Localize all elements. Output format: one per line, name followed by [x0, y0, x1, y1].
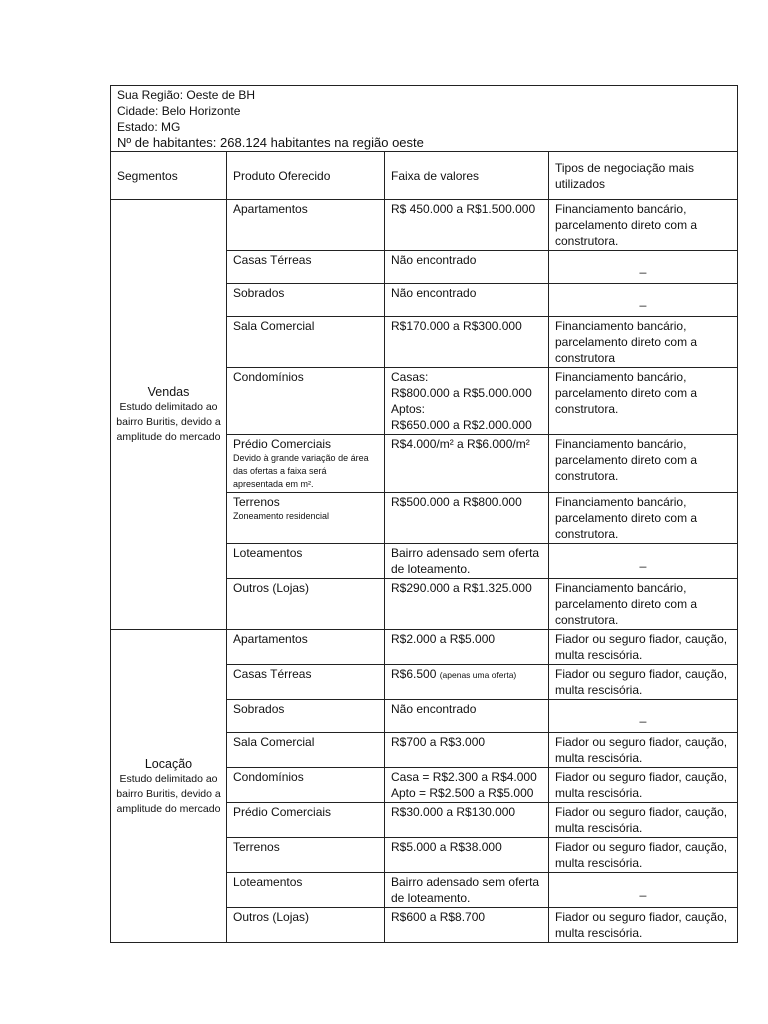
price-range: R$ 450.000 a R$1.500.000 — [391, 202, 536, 216]
price-line: R$650.000 a R$2.000.000 — [391, 418, 532, 432]
sales-segment-title: Vendas — [147, 385, 190, 399]
product-name: Terrenos — [233, 495, 280, 509]
negotiation-cell: Financiamento bancário, parcelamento direto com a construtora. — [549, 579, 738, 630]
population-count: Nº de habitantes: 268.124 habitantes na região oeste — [117, 135, 424, 150]
product-name: Condomínios — [233, 770, 304, 784]
state-name: Estado: MG — [117, 120, 181, 134]
negotiation-cell: Fiador ou seguro fiador, caução, multa rescisória. — [549, 908, 738, 943]
product-note: Devido à grande variação de área das ofertas a faixa será apresentada em m². — [233, 453, 369, 489]
negotiation-cell: Financiamento bancário, parcelamento direto com a construtora. — [549, 435, 738, 493]
negotiation-cell: _ — [549, 284, 738, 317]
rental-row — [111, 630, 738, 665]
product-cell — [227, 200, 385, 251]
header-row — [111, 152, 738, 200]
product-cell — [227, 630, 385, 665]
product-cell — [227, 700, 385, 733]
price-range: R$700 a R$3.000 — [391, 735, 486, 749]
price-range: R$500.000 a R$800.000 — [391, 495, 522, 509]
product-name: Outros (Lojas) — [233, 910, 310, 924]
product-cell — [227, 768, 385, 803]
negotiation-cell: _ — [549, 873, 738, 908]
price-cell — [385, 251, 549, 284]
product-cell — [227, 908, 385, 943]
product-cell — [227, 733, 385, 768]
negotiation-cell: Fiador ou seguro fiador, caução, multa rescisória. — [549, 838, 738, 873]
price-cell — [385, 544, 549, 579]
price-cell — [385, 838, 549, 873]
market-table — [110, 85, 738, 943]
price-range: R$2.000 a R$5.000 — [391, 632, 496, 646]
product-name: Sala Comercial — [233, 319, 315, 333]
product-name: Sobrados — [233, 286, 285, 300]
price-line: Casas: — [391, 370, 429, 384]
product-cell — [227, 435, 385, 493]
price-cell — [385, 665, 549, 700]
negotiation-cell: Financiamento bancário, parcelamento direto com a construtora. — [549, 493, 738, 544]
price-cell — [385, 200, 549, 251]
price-range: R$290.000 a R$1.325.000 — [391, 581, 532, 595]
price-range: Não encontrado — [391, 253, 477, 267]
price-cell — [385, 908, 549, 943]
product-name: Outros (Lojas) — [233, 581, 310, 595]
price-cell — [385, 317, 549, 368]
price-line: Apto = R$2.500 a R$5.000 — [391, 786, 534, 800]
product-cell — [227, 284, 385, 317]
price-cell — [385, 733, 549, 768]
rental-segment-cell — [111, 630, 227, 943]
price-range: R$170.000 a R$300.000 — [391, 319, 522, 333]
product-cell — [227, 251, 385, 284]
city-name: Cidade: Belo Horizonte — [117, 104, 241, 118]
product-cell — [227, 873, 385, 908]
region-name: Sua Região: Oeste de BH — [117, 88, 256, 102]
product-name: Casas Térreas — [233, 253, 312, 267]
price-cell — [385, 435, 549, 493]
product-name: Sala Comercial — [233, 735, 315, 749]
product-cell — [227, 493, 385, 544]
price-range: R$4.000/m² a R$6.000/m² — [391, 437, 530, 451]
negotiation-cell: Fiador ou seguro fiador, caução, multa rescisória. — [549, 768, 738, 803]
negotiation-cell: Financiamento bancário, parcelamento direto com a construtora. — [549, 368, 738, 435]
price-cell — [385, 284, 549, 317]
header-price: Faixa de valores — [385, 152, 549, 200]
product-cell — [227, 579, 385, 630]
product-name: Condomínios — [233, 370, 304, 384]
header-negotiation: Tipos de negociação mais utilizados — [549, 152, 738, 200]
rental-segment-title: Locação — [144, 756, 193, 771]
price-cell — [385, 493, 549, 544]
price-cell — [385, 368, 549, 435]
negotiation-cell: Financiamento bancário, parcelamento direto com a construtora — [549, 317, 738, 368]
product-cell — [227, 544, 385, 579]
negotiation-cell: _ — [549, 251, 738, 284]
price-range: Bairro adensado sem oferta de loteamento. — [391, 546, 540, 576]
negotiation-cell: _ — [549, 700, 738, 733]
price-line: Aptos: — [391, 402, 426, 416]
negotiation-cell: Fiador ou seguro fiador, caução, multa rescisória. — [549, 665, 738, 700]
price-cell — [385, 579, 549, 630]
product-name: Sobrados — [233, 702, 285, 716]
product-cell — [227, 368, 385, 435]
price-cell — [385, 803, 549, 838]
header-segment: Segmentos — [111, 152, 227, 200]
rental-segment-subtitle: Estudo delimitado ao bairro Buritis, devido a amplitude do mercado — [116, 772, 221, 815]
header-product: Produto Oferecido — [227, 152, 385, 200]
price-cell — [385, 700, 549, 733]
negotiation-cell: Fiador ou seguro fiador, caução, multa rescisória. — [549, 733, 738, 768]
region-info-row — [111, 86, 738, 152]
region-info-cell — [111, 86, 738, 152]
price-range: R$30.000 a R$130.000 — [391, 805, 516, 819]
price-range: Não encontrado — [391, 702, 477, 716]
product-name: Prédio Comerciais — [233, 805, 332, 819]
negotiation-cell: Fiador ou seguro fiador, caução, multa rescisória. — [549, 803, 738, 838]
product-note: Zoneamento residencial — [233, 511, 330, 521]
negotiation-cell: Financiamento bancário, parcelamento direto com a construtora. — [549, 200, 738, 251]
product-cell — [227, 317, 385, 368]
price-cell — [385, 768, 549, 803]
product-cell — [227, 838, 385, 873]
product-name: Terrenos — [233, 840, 280, 854]
price-range: R$5.000 a R$38.000 — [391, 840, 502, 854]
sales-segment-cell — [111, 200, 227, 630]
product-name: Loteamentos — [233, 546, 303, 560]
product-cell — [227, 803, 385, 838]
sales-row — [111, 200, 738, 251]
price-range: R$600 a R$8.700 — [391, 910, 486, 924]
price-note: (apenas uma oferta) — [439, 670, 517, 680]
price-cell — [385, 873, 549, 908]
negotiation-cell: Fiador ou seguro fiador, caução, multa rescisória. — [549, 630, 738, 665]
price-range: Bairro adensado sem oferta de loteamento. — [391, 875, 540, 905]
price-cell — [385, 630, 549, 665]
sales-segment-subtitle: Estudo delimitado ao bairro Buritis, devido a amplitude do mercado — [116, 401, 221, 443]
product-name: Casas Térreas — [233, 667, 312, 681]
product-cell — [227, 665, 385, 700]
price-range: R$6.500 — [391, 667, 437, 681]
price-range: Não encontrado — [391, 286, 477, 300]
price-line: Casa = R$2.300 a R$4.000 — [391, 770, 537, 784]
product-name: Apartamentos — [233, 632, 308, 646]
product-name: Prédio Comerciais — [233, 437, 332, 451]
negotiation-cell: _ — [549, 544, 738, 579]
price-line: R$800.000 a R$5.000.000 — [391, 386, 532, 400]
product-name: Apartamentos — [233, 202, 308, 216]
product-name: Loteamentos — [233, 875, 303, 889]
